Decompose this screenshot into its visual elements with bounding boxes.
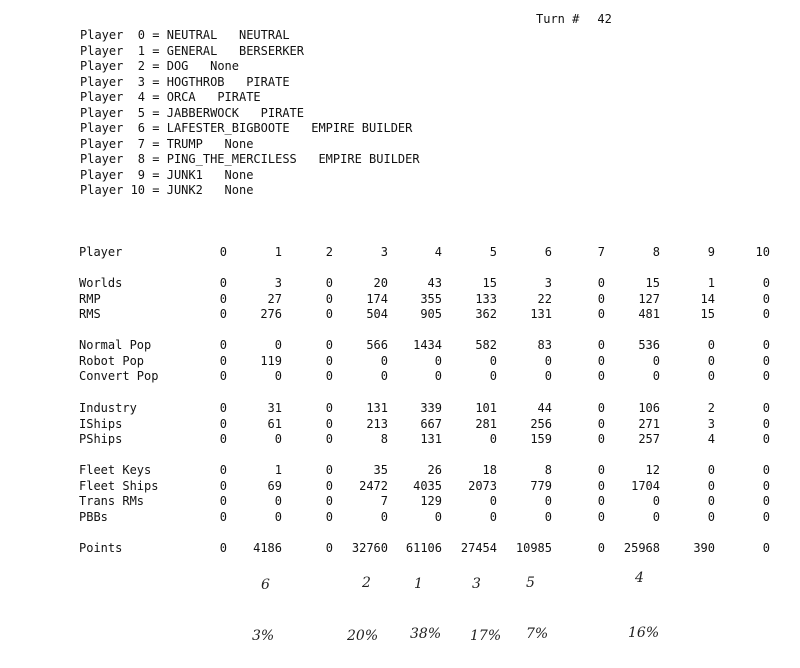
table-cell: 0 bbox=[325, 307, 333, 321]
player-number-label: Player 8 = bbox=[80, 152, 160, 166]
table-cell: 1434 bbox=[413, 338, 442, 352]
table-cell: 0 bbox=[434, 509, 442, 524]
player-name: LAFESTER_BIGBOOTE bbox=[166, 121, 290, 135]
table-cell: 20 bbox=[373, 276, 388, 290]
table-row bbox=[0, 354, 800, 368]
player-number-label: Player 5 = bbox=[80, 105, 160, 120]
table-cell: 582 bbox=[475, 338, 497, 352]
player-type: PIRATE bbox=[217, 90, 261, 104]
table-cell: 0 bbox=[325, 369, 333, 383]
table-cell: 0 bbox=[380, 353, 388, 368]
player-line bbox=[80, 106, 420, 122]
player-line bbox=[80, 121, 420, 137]
table-cell: 31 bbox=[267, 401, 282, 415]
table-cell: 271 bbox=[638, 416, 660, 431]
table-cell: 481 bbox=[638, 307, 660, 321]
row-label: RMS bbox=[79, 307, 101, 321]
table-row bbox=[0, 510, 800, 524]
table-cell: 0 bbox=[325, 509, 333, 524]
table-cell: 8 bbox=[652, 245, 660, 259]
table-cell: 0 bbox=[762, 416, 770, 431]
table-cell: 83 bbox=[537, 338, 552, 352]
table-cell: 3 bbox=[380, 245, 388, 259]
table-cell: 61 bbox=[267, 416, 282, 431]
player-name: ORCA bbox=[166, 90, 196, 104]
table-cell: 0 bbox=[707, 463, 715, 477]
table-cell: 0 bbox=[597, 307, 605, 321]
table-cell: 0 bbox=[380, 509, 388, 524]
table-cell: 536 bbox=[638, 338, 660, 352]
row-label: Trans RMs bbox=[79, 494, 145, 508]
table-row bbox=[0, 463, 800, 477]
table-cell: 129 bbox=[420, 494, 442, 508]
table-row bbox=[0, 338, 800, 352]
player-line bbox=[80, 44, 420, 60]
player-name: DOG bbox=[166, 59, 189, 73]
handwritten-percent: 16% bbox=[628, 625, 660, 641]
player-number-label: Player 1 = bbox=[80, 43, 160, 58]
table-cell: 0 bbox=[219, 432, 227, 446]
table-cell: 174 bbox=[366, 291, 388, 306]
table-cell: 7 bbox=[597, 245, 605, 259]
table-cell: 0 bbox=[489, 353, 497, 368]
table-cell: 0 bbox=[597, 276, 605, 290]
row-label: Player bbox=[79, 245, 123, 259]
handwritten-rank: 4 bbox=[635, 570, 644, 586]
table-cell: 0 bbox=[325, 494, 333, 508]
handwritten-rank: 6 bbox=[261, 577, 270, 593]
table-cell: 504 bbox=[366, 307, 388, 321]
player-number-label: Player 4 = bbox=[80, 90, 160, 104]
player-type: PIRATE bbox=[260, 105, 305, 120]
table-cell: 133 bbox=[475, 291, 497, 306]
table-cell: 0 bbox=[219, 369, 227, 383]
row-label: Worlds bbox=[79, 276, 123, 290]
table-cell: 0 bbox=[762, 338, 770, 352]
table-cell: 0 bbox=[434, 353, 442, 368]
table-cell: 0 bbox=[762, 353, 770, 368]
table-cell: 0 bbox=[652, 494, 660, 508]
player-type: None bbox=[210, 59, 239, 73]
table-cell: 0 bbox=[762, 291, 770, 306]
table-cell: 0 bbox=[325, 276, 333, 290]
table-cell: 127 bbox=[638, 291, 660, 306]
table-cell: 0 bbox=[762, 307, 770, 321]
handwritten-percent: 38% bbox=[410, 626, 442, 642]
table-cell: 0 bbox=[325, 432, 333, 446]
table-cell: 0 bbox=[544, 494, 552, 508]
turn-number: 42 bbox=[597, 12, 612, 26]
table-cell: 0 bbox=[707, 369, 715, 383]
table-cell: 0 bbox=[707, 494, 715, 508]
table-cell: 779 bbox=[530, 478, 552, 493]
table-cell: 12 bbox=[645, 463, 660, 477]
table-cell: 2472 bbox=[359, 478, 388, 493]
table-cell: 0 bbox=[762, 509, 770, 524]
table-cell: 0 bbox=[325, 478, 333, 493]
table-cell: 2 bbox=[707, 401, 715, 415]
table-cell: 0 bbox=[597, 291, 605, 306]
table-cell: 0 bbox=[489, 369, 497, 383]
table-cell: 0 bbox=[219, 401, 227, 415]
table-cell: 0 bbox=[597, 338, 605, 352]
player-number-label: Player 2 = bbox=[80, 59, 160, 73]
table-cell: 32760 bbox=[351, 541, 388, 555]
table-cell: 8 bbox=[380, 432, 388, 446]
table-cell: 0 bbox=[762, 276, 770, 290]
player-number-label: Player 0 = bbox=[80, 28, 160, 42]
table-cell: 0 bbox=[762, 432, 770, 446]
table-cell: 4 bbox=[434, 245, 442, 259]
table-cell: 0 bbox=[762, 541, 770, 555]
table-cell: 0 bbox=[762, 369, 770, 383]
table-cell: 0 bbox=[544, 369, 552, 383]
player-type: None bbox=[224, 167, 254, 182]
table-cell: 905 bbox=[420, 307, 442, 321]
table-header-row bbox=[0, 245, 800, 259]
table-cell: 26 bbox=[427, 463, 442, 477]
table-cell: 2 bbox=[325, 245, 333, 259]
table-cell: 0 bbox=[489, 494, 497, 508]
table-cell: 0 bbox=[652, 509, 660, 524]
table-cell: 355 bbox=[420, 291, 442, 306]
handwritten-rank: 2 bbox=[362, 575, 371, 591]
row-label: IShips bbox=[79, 416, 123, 431]
table-cell: 131 bbox=[530, 307, 552, 321]
table-row bbox=[0, 307, 800, 321]
table-cell: 2073 bbox=[468, 478, 497, 493]
row-label: Normal Pop bbox=[79, 338, 152, 352]
table-cell: 0 bbox=[597, 416, 605, 431]
table-cell: 0 bbox=[707, 338, 715, 352]
table-cell: 0 bbox=[762, 478, 770, 493]
player-line bbox=[80, 168, 420, 184]
table-cell: 0 bbox=[597, 494, 605, 508]
table-cell: 0 bbox=[219, 478, 227, 493]
table-cell: 0 bbox=[325, 401, 333, 415]
player-type: PIRATE bbox=[246, 74, 290, 89]
table-cell: 0 bbox=[597, 432, 605, 446]
player-line bbox=[80, 137, 420, 153]
table-cell: 15 bbox=[700, 307, 715, 321]
table-cell: 0 bbox=[489, 509, 497, 524]
table-row bbox=[0, 479, 800, 493]
table-cell: 6 bbox=[544, 245, 552, 259]
table-cell: 3 bbox=[707, 416, 715, 431]
table-cell: 0 bbox=[762, 463, 770, 477]
row-label: PBBs bbox=[79, 509, 108, 524]
player-type: BERSERKER bbox=[238, 43, 305, 58]
table-cell: 0 bbox=[597, 478, 605, 493]
table-cell: 8 bbox=[544, 463, 552, 477]
table-cell: 5 bbox=[489, 245, 497, 259]
row-label: Points bbox=[79, 541, 123, 555]
table-cell: 281 bbox=[475, 416, 497, 431]
table-cell: 0 bbox=[325, 291, 333, 306]
handwritten-rank: 5 bbox=[526, 575, 535, 591]
row-label: PShips bbox=[79, 432, 123, 446]
player-name: TRUMP bbox=[166, 136, 203, 151]
player-roster bbox=[80, 28, 420, 199]
table-cell: 10 bbox=[755, 245, 770, 259]
table-cell: 0 bbox=[325, 338, 333, 352]
player-line bbox=[80, 28, 420, 44]
table-cell: 4186 bbox=[253, 541, 282, 555]
table-row bbox=[0, 276, 800, 290]
row-label: Robot Pop bbox=[79, 353, 145, 368]
table-cell: 101 bbox=[475, 401, 497, 415]
table-row bbox=[0, 292, 800, 306]
table-cell: 0 bbox=[597, 541, 605, 555]
table-cell: 0 bbox=[707, 353, 715, 368]
handwritten-rank: 3 bbox=[472, 576, 481, 592]
table-cell: 257 bbox=[638, 432, 660, 446]
table-cell: 667 bbox=[420, 416, 442, 431]
table-cell: 0 bbox=[219, 509, 227, 524]
table-cell: 0 bbox=[597, 509, 605, 524]
table-cell: 0 bbox=[219, 276, 227, 290]
table-cell: 339 bbox=[420, 401, 442, 415]
table-cell: 1704 bbox=[631, 478, 660, 493]
table-row bbox=[0, 494, 800, 508]
table-row bbox=[0, 369, 800, 383]
table-cell: 4035 bbox=[413, 478, 442, 493]
table-cell: 0 bbox=[652, 353, 660, 368]
player-line bbox=[80, 75, 420, 91]
table-cell: 0 bbox=[597, 463, 605, 477]
table-cell: 159 bbox=[530, 432, 552, 446]
table-cell: 0 bbox=[219, 353, 227, 368]
table-row bbox=[0, 417, 800, 431]
player-name: JUNK1 bbox=[166, 167, 203, 182]
table-cell: 276 bbox=[260, 307, 282, 321]
table-cell: 35 bbox=[373, 463, 388, 477]
table-cell: 0 bbox=[597, 401, 605, 415]
table-cell: 0 bbox=[544, 353, 552, 368]
table-cell: 256 bbox=[530, 416, 552, 431]
table-cell: 44 bbox=[537, 401, 552, 415]
table-cell: 0 bbox=[762, 401, 770, 415]
table-cell: 0 bbox=[219, 291, 227, 306]
table-cell: 0 bbox=[325, 416, 333, 431]
handwritten-percent: 7% bbox=[526, 626, 549, 642]
table-cell: 0 bbox=[219, 307, 227, 321]
row-label: Fleet Ships bbox=[79, 478, 159, 493]
table-cell: 362 bbox=[475, 307, 497, 321]
row-label: Convert Pop bbox=[79, 369, 159, 383]
table-cell: 0 bbox=[274, 369, 282, 383]
table-cell: 0 bbox=[219, 338, 227, 352]
table-cell: 1 bbox=[707, 276, 715, 290]
turn-label: Turn # bbox=[536, 12, 580, 26]
table-cell: 0 bbox=[325, 541, 333, 555]
table-cell: 1 bbox=[274, 245, 282, 259]
table-cell: 27 bbox=[267, 291, 282, 306]
player-name: JABBERWOCK bbox=[166, 105, 239, 120]
table-cell: 0 bbox=[274, 338, 282, 352]
table-cell: 0 bbox=[544, 509, 552, 524]
table-cell: 43 bbox=[427, 276, 442, 290]
player-number-label: Player 3 = bbox=[80, 74, 160, 89]
player-line bbox=[80, 59, 420, 75]
player-number-label: Player 6 = bbox=[80, 121, 160, 135]
table-cell: 566 bbox=[366, 338, 388, 352]
table-cell: 0 bbox=[325, 463, 333, 477]
table-cell: 27454 bbox=[460, 541, 497, 555]
table-row bbox=[0, 432, 800, 446]
table-cell: 22 bbox=[537, 291, 552, 306]
table-cell: 390 bbox=[693, 541, 715, 555]
player-type: NEUTRAL bbox=[238, 28, 290, 42]
player-name: HOGTHROB bbox=[166, 74, 225, 89]
table-cell: 0 bbox=[274, 509, 282, 524]
table-cell: 0 bbox=[219, 245, 227, 259]
player-type: EMPIRE BUILDER bbox=[318, 152, 420, 166]
handwritten-percent: 20% bbox=[347, 628, 379, 644]
handwritten-rank: 1 bbox=[414, 576, 423, 592]
table-cell: 131 bbox=[420, 432, 442, 446]
row-label: Industry bbox=[79, 401, 137, 415]
table-cell: 25968 bbox=[623, 541, 660, 555]
table-cell: 3 bbox=[274, 276, 282, 290]
player-type: EMPIRE BUILDER bbox=[311, 121, 413, 135]
table-cell: 0 bbox=[219, 463, 227, 477]
table-cell: 15 bbox=[482, 276, 497, 290]
table-cell: 1 bbox=[274, 463, 282, 477]
table-cell: 0 bbox=[219, 541, 227, 555]
turn-indicator bbox=[536, 12, 612, 26]
player-type: None bbox=[224, 183, 254, 197]
player-line bbox=[80, 152, 420, 168]
table-cell: 0 bbox=[274, 494, 282, 508]
table-cell: 0 bbox=[325, 353, 333, 368]
table-cell: 4 bbox=[707, 432, 715, 446]
table-cell: 0 bbox=[219, 416, 227, 431]
table-cell: 61106 bbox=[405, 541, 442, 555]
table-cell: 69 bbox=[267, 478, 282, 493]
player-line bbox=[80, 183, 420, 199]
player-name: NEUTRAL bbox=[166, 28, 218, 42]
table-cell: 0 bbox=[707, 509, 715, 524]
player-type: None bbox=[224, 136, 254, 151]
table-cell: 9 bbox=[707, 245, 715, 259]
table-cell: 0 bbox=[707, 478, 715, 493]
table-cell: 0 bbox=[652, 369, 660, 383]
table-cell: 0 bbox=[274, 432, 282, 446]
table-cell: 0 bbox=[380, 369, 388, 383]
row-label: RMP bbox=[79, 291, 101, 306]
table-cell: 213 bbox=[366, 416, 388, 431]
handwritten-percent: 17% bbox=[470, 628, 502, 644]
player-name: GENERAL bbox=[166, 43, 218, 58]
table-cell: 0 bbox=[489, 432, 497, 446]
row-label: Fleet Keys bbox=[79, 463, 152, 477]
player-number-label: Player 9 = bbox=[80, 167, 160, 182]
table-cell: 0 bbox=[597, 369, 605, 383]
table-cell: 14 bbox=[700, 291, 715, 306]
table-cell: 3 bbox=[544, 276, 552, 290]
table-cell: 0 bbox=[434, 369, 442, 383]
table-cell: 7 bbox=[380, 494, 388, 508]
handwritten-percent: 3% bbox=[252, 628, 275, 644]
table-cell: 15 bbox=[645, 276, 660, 290]
player-name: PING_THE_MERCILESS bbox=[166, 152, 297, 166]
player-name: JUNK2 bbox=[166, 183, 203, 197]
table-row bbox=[0, 401, 800, 415]
table-cell: 10985 bbox=[515, 541, 552, 555]
table-cell: 0 bbox=[597, 353, 605, 368]
table-cell: 18 bbox=[482, 463, 497, 477]
player-line bbox=[80, 90, 420, 106]
table-cell: 106 bbox=[638, 401, 660, 415]
table-cell: 119 bbox=[260, 353, 282, 368]
player-number-label: Player 7 = bbox=[80, 136, 160, 151]
table-cell: 0 bbox=[219, 494, 227, 508]
table-row bbox=[0, 541, 800, 555]
player-number-label: Player 10 = bbox=[80, 183, 160, 197]
table-cell: 0 bbox=[762, 494, 770, 508]
table-cell: 131 bbox=[366, 401, 388, 415]
